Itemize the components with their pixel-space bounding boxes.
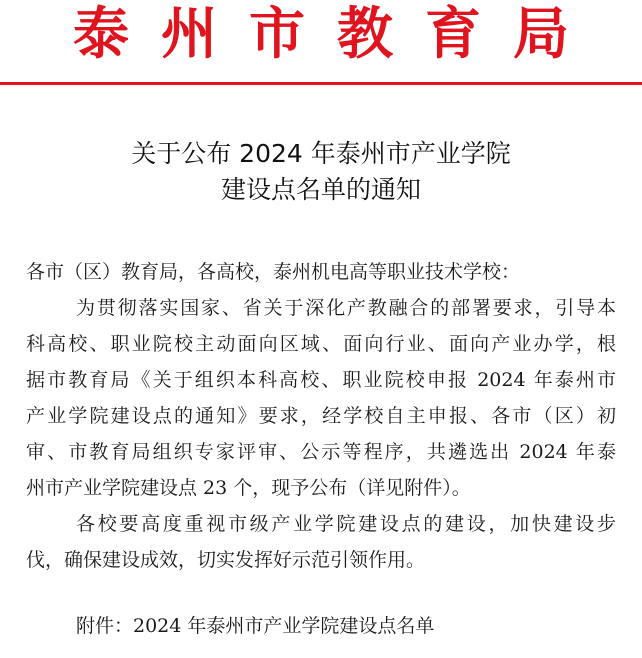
document-title-line-1: 关于公布 2024 年泰州市产业学院 [131,139,511,168]
attachment-line: 附件：2024 年泰州市产业学院建设点名单 [76,615,435,637]
paragraph-2-line: 各校要高度重视市级产业学院建设点的建设，加快建设步 [76,513,616,535]
paragraph-1-line: 审、市教育局组织专家评审、公示等程序，共遴选出 2024 年泰 [26,441,616,463]
masthead-title: 泰州市教育局 [73,2,601,67]
paragraph-2-line: 伐，确保建设成效，切实发挥好示范引领作用。 [26,549,426,571]
paragraph-1-line: 州市产业学院建设点 23 个，现予公布（详见附件）。 [26,477,471,499]
paragraph-1 [26,290,616,506]
document-title [0,136,642,208]
paragraph-2 [26,506,616,578]
masthead [0,0,642,70]
salutation: 各市（区）教育局，各高校，泰州机电高等职业技术学校： [26,261,521,283]
document-title-line-2: 建设点名单的通知 [220,175,421,204]
masthead-red-rule [0,82,642,85]
document-body [26,254,616,644]
paragraph-1-line: 据市教育局《关于组织本科高校、职业院校申报 2024 年泰州市 [26,369,616,391]
paragraph-1-line: 为贯彻落实国家、省关于深化产教融合的部署要求，引导本 [76,297,616,319]
paragraph-spacer [26,578,616,608]
paragraph-1-line: 产业学院建设点的通知》要求，经学校自主申报、各市（区）初 [26,405,616,427]
paragraph-1-line: 科高校、职业院校主动面向区域、面向行业、面向产业办学，根 [26,333,616,355]
